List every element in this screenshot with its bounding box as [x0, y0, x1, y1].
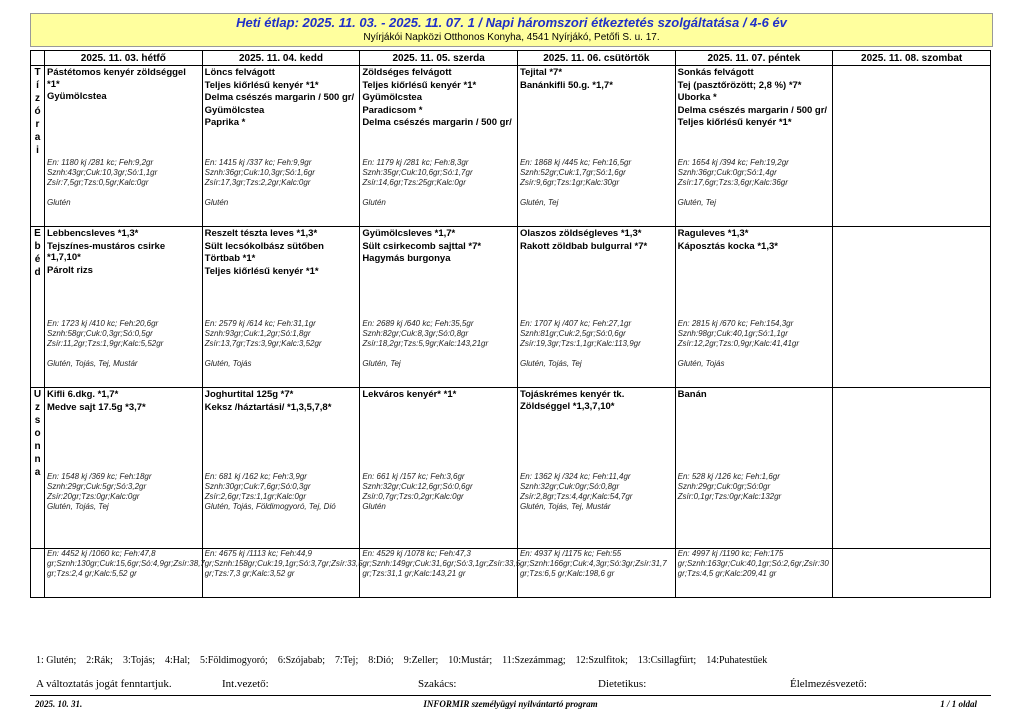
- nutrition-info: [678, 158, 831, 208]
- meal-label-letter: n: [34, 441, 41, 452]
- dish-item: Törtbab *1*: [204, 253, 256, 264]
- dish-item: Delma csészés margarin / 500 gr/: [677, 104, 828, 116]
- dish-item: Keksz /háztartási/ *1,3,5,7,8*: [204, 401, 332, 413]
- meal-label-letter: i: [36, 145, 39, 156]
- menu-cell: [833, 388, 991, 549]
- day-header-row: [31, 51, 991, 66]
- dish-item: Delma csészés margarin / 500 gr/: [362, 117, 512, 128]
- nutrition-line: En: 1180 kj /281 kc; Feh:9,2gr: [47, 158, 154, 167]
- nutrition-line: Sznh:52gr;Cuk:1,7gr;Só:1,6gr: [519, 168, 626, 177]
- nutrition-line: Zsír:2,6gr;Tzs:1,1gr;Kalc:0gr: [204, 492, 307, 501]
- allergen-info: Glutén, Tojás, Tej, Mustár: [47, 359, 138, 368]
- nutrition-info: [362, 472, 515, 512]
- dietetikus-label: Dietetikus:: [598, 678, 647, 690]
- dish-item: Teljes kiőrlésű kenyér *1*: [362, 79, 477, 91]
- daily-summary-cell: [517, 549, 675, 598]
- meal-label-letter: E: [34, 228, 41, 239]
- nutrition-line: Zsír:20gr;Tzs:0gr;Kalc:0gr: [47, 492, 140, 501]
- corner-cell: [31, 51, 45, 66]
- meal-label: [31, 227, 45, 388]
- dish-item: Gyümölcstea: [362, 92, 422, 103]
- nutrition-line: Zsír:19,3gr;Tzs:1,1gr;Kalc:113,9gr: [519, 339, 641, 348]
- meal-label-letter: d: [34, 267, 41, 278]
- dish-item: Gyümölcstea: [47, 91, 107, 102]
- nutrition-info: [205, 472, 358, 512]
- daily-summary-text: En: 4997 kj /1190 kc; Feh:175 gr;Sznh:163gr;Cuk:40,1gr;Só:2,6gr;Zsír:30 gr;Tzs:4,5 gr;Kalc:209,41 gr: [677, 549, 829, 578]
- daily-summary-row: [31, 549, 991, 598]
- menu-cell: [45, 227, 203, 388]
- allergen-info: Glutén: [47, 198, 71, 207]
- dish-item: Banán: [677, 389, 707, 400]
- allergen-info: Glutén: [204, 198, 229, 207]
- dish-item: Banánkifli 50.g. *1,7*: [519, 79, 613, 91]
- menu-cell: [360, 227, 518, 388]
- dish-item: Teljes kiőrlésű kenyér *1*: [204, 79, 319, 91]
- dish-item: Reszelt tészta leves *1,3*: [204, 228, 318, 239]
- allergen-info: Glutén, Tej: [519, 198, 559, 207]
- rights-note: A változtatás jogát fenntartjuk.: [36, 678, 172, 690]
- dish-item: Tej (pasztőrözött; 2,8 %) *7*: [677, 79, 802, 91]
- nutrition-info: [678, 319, 831, 369]
- nutrition-line: En: 2579 kj /614 kc; Feh:31,1gr: [204, 319, 316, 328]
- meal-label-letter: z: [35, 402, 40, 413]
- dish-item: Teljes kiőrlésű kenyér *1*: [677, 117, 792, 128]
- nutrition-info: [520, 319, 673, 369]
- meal-label-letter: ó: [34, 106, 41, 117]
- nutrition-line: En: 528 kj /126 kc; Feh:1,6gr: [677, 472, 780, 481]
- nutrition-line: En: 1868 kj /445 kc; Feh:16,5gr: [519, 158, 632, 167]
- nutrition-info: [205, 158, 358, 208]
- print-date: 2025. 10. 31.: [35, 699, 83, 709]
- dish-item: Gyümölcsleves *1,7*: [362, 228, 456, 239]
- daily-summary-cell: [45, 549, 203, 598]
- day-header: 2025. 11. 07. péntek: [675, 51, 833, 66]
- allergen-legend-item: 2:Rák;: [86, 655, 113, 666]
- dish-item: Zöldséges felvágott: [362, 67, 452, 78]
- nutrition-line: Sznh:43gr;Cuk:10,3gr;Só:1,1gr: [47, 168, 158, 177]
- int-vezeto-label: Int.vezető:: [222, 678, 269, 690]
- meal-row: [31, 66, 991, 227]
- allergen-legend-item: 6:Szójabab;: [277, 655, 326, 666]
- allergen-legend-item: 9:Zeller;: [403, 655, 439, 666]
- meal-label-letter: o: [34, 428, 41, 439]
- nutrition-line: En: 1362 kj /324 kc; Feh:11,4gr: [519, 472, 631, 481]
- nutrition-info: [47, 319, 200, 369]
- dish-item: Joghurtital 125g *7*: [204, 389, 294, 400]
- allergen-info: Glutén: [362, 502, 386, 511]
- dish-item: Párolt rizs: [47, 264, 93, 276]
- meal-row: [31, 227, 991, 388]
- allergen-legend-item: 12:Szulfitok;: [575, 655, 628, 666]
- nutrition-line: Zsír:0,7gr;Tzs:0,2gr;Kalc:0gr: [362, 492, 464, 501]
- daily-summary-cell: [833, 549, 991, 598]
- allergen-legend-item: 8:Dió;: [368, 655, 394, 666]
- meal-row: [31, 388, 991, 549]
- nutrition-line: En: 2689 kj /640 kc; Feh:35,5gr: [362, 319, 474, 328]
- meal-label-letter: n: [34, 454, 41, 465]
- menu-cell: [833, 66, 991, 227]
- allergen-legend-item: 14:Puhatestűek: [706, 655, 768, 666]
- nutrition-line: En: 681 kj /162 kc; Feh:3,9gr: [204, 472, 307, 481]
- allergen-info: Glutén, Tojás: [204, 359, 252, 368]
- dish-item: Hagymás burgonya: [362, 253, 451, 264]
- meal-label-letter: s: [34, 415, 41, 426]
- nutrition-line: Zsír:17,6gr;Tzs:3,6gr;Kalc:36gr: [677, 178, 788, 187]
- menu-cell: [675, 227, 833, 388]
- page-title: Heti étlap: 2025. 11. 03. - 2025. 11. 07. 1 / Napi háromszori étkeztetés szolgáltatása / 4-6 év: [236, 15, 787, 30]
- dish-item: Rakott zöldbab bulgurral *7*: [519, 240, 648, 252]
- allergen-legend-item: 11:Szezámmag;: [502, 655, 566, 666]
- day-header: 2025. 11. 06. csütörtök: [517, 51, 675, 66]
- daily-summary-cell: [202, 549, 363, 598]
- daily-summary-text: En: 4529 kj /1078 kc; Feh:47,3 gr;Sznh:149gr;Cuk:31,6gr;Só:3,1gr;Zsír:33,5 gr;Tzs:31,1 gr;Kalc:143,21 gr: [362, 549, 521, 578]
- allergen-legend-item: 5:Földimogyoró;: [200, 655, 268, 666]
- nutrition-line: Sznh:36gr;Cuk:0gr;Só:1,4gr: [677, 168, 777, 177]
- dish-item: Paradicsom *: [362, 104, 423, 116]
- dish-item: Káposztás kocka *1,3*: [677, 240, 778, 252]
- kitchen-address: Nyírjákói Napközi Otthonos Konyha, 4541 Nyírjákó, Petőfi S. u. 17.: [363, 32, 660, 43]
- nutrition-line: Sznh:98gr;Cuk:40,1gr;Só:1,1gr: [677, 329, 788, 338]
- nutrition-line: Sznh:35gr;Cuk:10,6gr;Só:1,7gr: [362, 168, 473, 177]
- day-header: 2025. 11. 05. szerda: [360, 51, 518, 66]
- meal-label-letter: a: [34, 132, 41, 143]
- dish-item: Lekváros kenyér* *1*: [362, 389, 457, 400]
- page-number: 1 / 1 oldal: [940, 699, 977, 709]
- nutrition-line: Sznh:82gr;Cuk:8,3gr;Só:0,8gr: [362, 329, 469, 338]
- nutrition-line: Sznh:58gr;Cuk:0,3gr;Só:0,5gr: [47, 329, 153, 338]
- nutrition-line: Zsír:12,2gr;Tzs:0,9gr;Kalc:41,41gr: [677, 339, 800, 348]
- allergen-info: Glutén, Tojás, Tej, Mustár: [519, 502, 611, 511]
- dish-item: Uborka *: [677, 92, 717, 103]
- nutrition-line: Zsír:11,2gr;Tzs:1,9gr;Kalc:5,52gr: [47, 339, 164, 348]
- nutrition-line: Zsír:18,2gr;Tzs:5,9gr;Kalc:143,21gr: [362, 339, 489, 348]
- menu-cell: [202, 227, 360, 388]
- nutrition-line: Zsír:14,6gr;Tzs:25gr;Kalc:0gr: [362, 178, 466, 187]
- allergen-info: Glutén: [362, 198, 386, 207]
- dish-item: Kifli 6.dkg. *1,7*: [47, 389, 119, 400]
- nutrition-line: Zsír:7,5gr;Tzs:0,5gr;Kalc:0gr: [47, 178, 149, 187]
- daily-summary-cell: [675, 549, 833, 598]
- nutrition-line: Sznh:29gr;Cuk:0gr;Só:0gr: [677, 482, 771, 491]
- nutrition-line: En: 1707 kj /407 kc; Feh:27,1gr: [519, 319, 632, 328]
- meal-label-letter: a: [34, 467, 41, 478]
- menu-cell: [202, 66, 360, 227]
- dish-item: Tejital *7*: [519, 67, 563, 78]
- nutrition-line: En: 1723 kj /410 kc; Feh:20,6gr: [47, 319, 159, 328]
- menu-cell: [517, 66, 675, 227]
- meal-label-letter: T: [34, 67, 41, 78]
- page-footer: [30, 695, 991, 709]
- summary-label: [31, 549, 45, 598]
- nutrition-info: [362, 319, 515, 369]
- nutrition-line: Sznh:36gr;Cuk:10,3gr;Só:1,6gr: [204, 168, 315, 177]
- daily-summary-text: En: 4675 kj /1113 kc; Feh:44,9 gr;Sznh:158gr;Cuk:19,1gr;Só:3,7gr;Zsír:33,5 gr;Tzs:7,3 gr;Kalc:3,52 gr: [204, 549, 363, 578]
- nutrition-line: En: 2815 kj /670 kc; Feh:154,3gr: [677, 319, 794, 328]
- dish-item: Medve sajt 17.5g *3,7*: [47, 401, 146, 413]
- dish-item: Tejszínes-mustáros csirke *1,7,10*: [47, 240, 166, 263]
- elelmezesvezeto-label: Élelmezésvezető:: [790, 678, 867, 690]
- dish-item: Lebbencsleves *1,3*: [47, 228, 139, 239]
- nutrition-line: En: 1179 kj /281 kc; Feh:8,3gr: [362, 158, 469, 167]
- day-header: 2025. 11. 08. szombat: [833, 51, 991, 66]
- dish-item: Sült csirkecomb sajttal *7*: [362, 240, 482, 252]
- nutrition-line: Sznh:29gr;Cuk:5gr;Só:3,2gr: [47, 482, 147, 491]
- dish-item: Paprika *: [204, 117, 246, 128]
- dish-item: Löncs felvágott: [204, 67, 275, 78]
- menu-cell: [833, 227, 991, 388]
- meal-label-letter: z: [35, 93, 40, 104]
- allergen-legend-item: 3:Tojás;: [122, 655, 156, 666]
- dish-item: Teljes kiőrlésű kenyér *1*: [204, 265, 319, 277]
- nutrition-info: [47, 472, 200, 512]
- nutrition-line: Sznh:81gr;Cuk:2,5gr;Só:0,6gr: [519, 329, 626, 338]
- nutrition-info: [678, 472, 831, 502]
- nutrition-line: Sznh:30gr;Cuk:7,6gr;Só:0,3gr: [204, 482, 311, 491]
- meal-label-letter: í: [36, 80, 39, 91]
- allergen-legend-item: 4:Hal;: [165, 655, 191, 666]
- day-header: 2025. 11. 03. hétfő: [45, 51, 203, 66]
- meal-label-letter: b: [34, 241, 41, 252]
- menu-cell: [360, 66, 518, 227]
- menu-cell: [517, 388, 675, 549]
- nutrition-line: Zsír:2,8gr;Tzs:4,4gr;Kalc:54,7gr: [519, 492, 633, 501]
- allergen-legend-item: 1: Glutén;: [36, 655, 77, 666]
- allergen-info: Glutén, Tojás, Tej: [519, 359, 582, 368]
- nutrition-line: Sznh:93gr;Cuk:1,2gr;Só:1,8gr: [204, 329, 311, 338]
- nutrition-line: Sznh:32gr;Cuk:0gr;Só:0,8gr: [519, 482, 620, 491]
- nutrition-line: Zsír:0,1gr;Tzs:0gr;Kalc:132gr: [677, 492, 782, 501]
- nutrition-line: Zsír:13,7gr;Tzs:3,9gr;Kalc:3,52gr: [204, 339, 322, 348]
- weekly-menu-table: [30, 50, 991, 598]
- nutrition-info: [47, 158, 200, 208]
- meal-label-letter: r: [35, 119, 40, 130]
- allergen-legend-item: 7:Tej;: [335, 655, 359, 666]
- dish-item: Olaszos zöldségleves *1,3*: [519, 228, 642, 239]
- allergen-info: Glutén, Tojás, Tej: [47, 502, 109, 511]
- dish-item: Raguleves *1,3*: [677, 228, 749, 239]
- daily-summary-text: En: 4452 kj /1060 kc; Feh:47,8 gr;Sznh:130gr;Cuk:15,6gr;Só:4,9gr;Zsír:38,7 gr;Tzs:2,4 gr;Kalc:5,52 gr: [47, 549, 205, 578]
- menu-cell: [202, 388, 360, 549]
- day-header: 2025. 11. 04. kedd: [202, 51, 360, 66]
- nutrition-info: [205, 319, 358, 369]
- dish-item: Delma csészés margarin / 500 gr/: [204, 92, 355, 103]
- meal-label: [31, 66, 45, 227]
- allergen-info: Glutén, Tojás: [677, 359, 725, 368]
- nutrition-line: Zsír:17,3gr;Tzs:2,2gr;Kalc:0gr: [204, 178, 311, 187]
- dish-item: Gyümölcstea: [204, 104, 265, 116]
- nutrition-line: En: 1654 kj /394 kc; Feh:19,2gr: [677, 158, 789, 167]
- nutrition-info: [520, 158, 673, 208]
- meal-label-letter: U: [33, 389, 42, 400]
- nutrition-line: Zsír:9,6gr;Tzs:1gr;Kalc:30gr: [519, 178, 620, 187]
- nutrition-line: En: 661 kj /157 kc; Feh:3,6gr: [362, 472, 465, 481]
- szakacs-label: Szakács:: [418, 678, 457, 690]
- nutrition-line: En: 1415 kj /337 kc; Feh:9,9gr: [204, 158, 312, 167]
- program-name: INFORMIR személyügyi nyilvántartó program: [423, 699, 598, 709]
- allergen-info: Glutén, Tojás, Földimogyoró, Tej, Dió: [204, 502, 336, 511]
- allergen-legend: [36, 655, 777, 666]
- allergen-info: Glutén, Tej: [677, 198, 717, 207]
- menu-cell: [360, 388, 518, 549]
- allergen-legend-item: 10:Mustár;: [448, 655, 493, 666]
- nutrition-info: [362, 158, 515, 208]
- menu-header: [30, 13, 993, 47]
- nutrition-line: Sznh:32gr;Cuk:12,6gr;Só:0,6gr: [362, 482, 473, 491]
- daily-summary-text: En: 4937 kj /1175 kc; Feh:55 gr;Sznh:166gr;Cuk:4,3gr;Só:3gr;Zsír:31,7 gr;Tzs:6,5 gr;Kalc:198,6 gr: [519, 549, 667, 578]
- dish-item: Sült lecsókolbász sütőben: [204, 240, 324, 252]
- allergen-info: Glutén, Tej: [362, 359, 401, 368]
- menu-cell: [675, 388, 833, 549]
- menu-cell: [45, 66, 203, 227]
- nutrition-line: En: 1548 kj /369 kc; Feh:18gr: [47, 472, 152, 481]
- menu-cell: [675, 66, 833, 227]
- daily-summary-cell: [360, 549, 521, 598]
- allergen-legend-item: 13:Csillagfürt;: [637, 655, 697, 666]
- meal-label: [31, 388, 45, 549]
- meal-label-letter: é: [34, 254, 41, 265]
- dish-item: Tojáskrémes kenyér tk. Zöldséggel *1,3,7,10*: [519, 389, 625, 412]
- menu-cell: [517, 227, 675, 388]
- menu-cell: [45, 388, 203, 549]
- nutrition-info: [520, 472, 673, 512]
- dish-item: Sonkás felvágott: [677, 67, 754, 78]
- dish-item: Pástétomos kenyér zöldséggel *1*: [47, 67, 186, 90]
